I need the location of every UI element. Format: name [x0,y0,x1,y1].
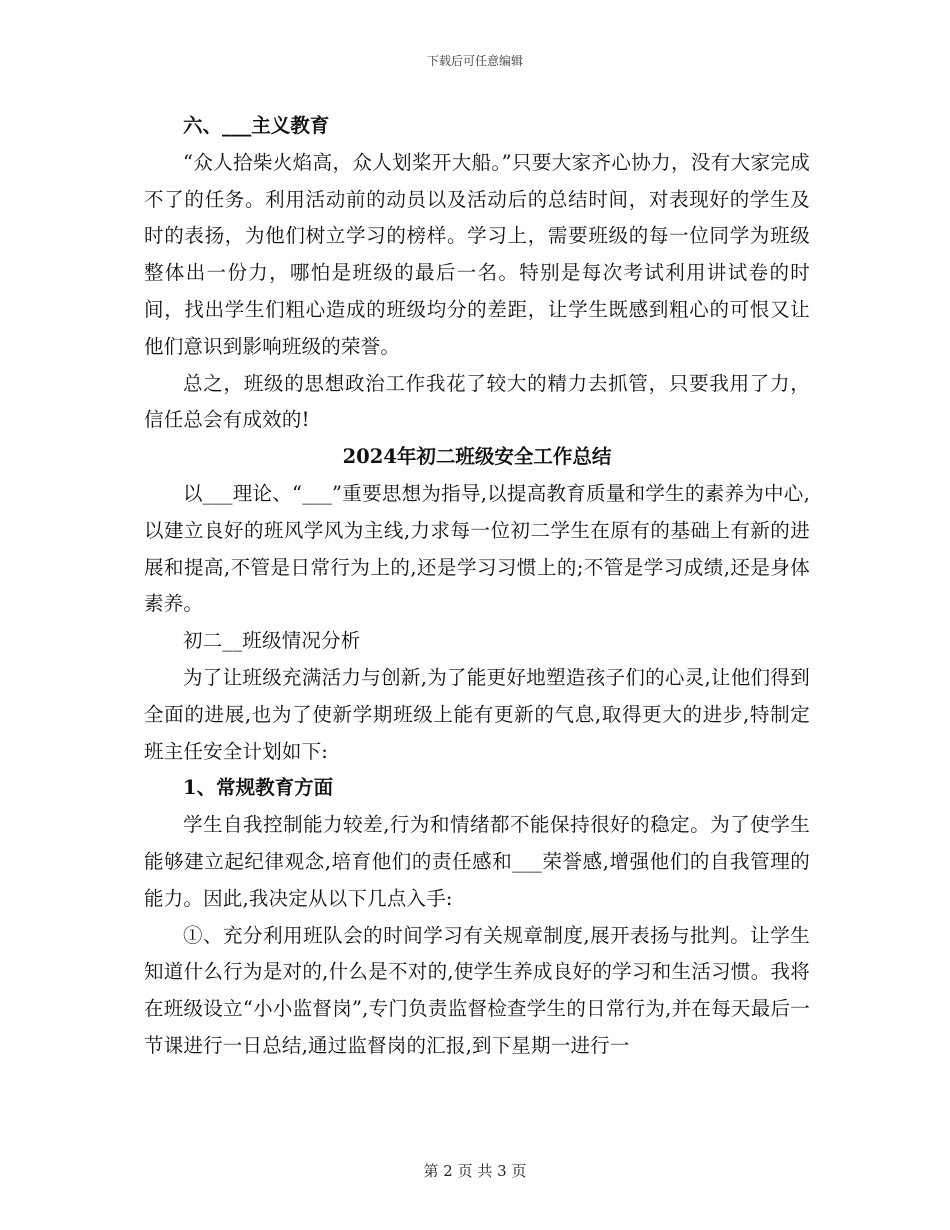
paragraph: 为了让班级充满活力与创新,为了能更好地塑造孩子们的心灵,让他们得到全面的进展,也为了使新学期班级上能有更新的气息,取得更大的进步,特制定班主任安全计划如下: [144,665,810,763]
document-title: 2024年初二班级安全工作总结 [342,445,612,469]
paragraph: 学生自我控制能力较差,行为和情绪都不能保持很好的稳定。为了使学生能够建立起纪律观念,培育他们的责任感和___荣誉感,增强他们的自我管理的能力。因此,我决定从以下几点入手: [144,813,810,910]
paragraph: “众人拾柴火焰高，众人划桨开大船。”只要大家齐心协力，没有大家完成不了的任务。利用活动前的动员以及活动后的总结时间，对表现好的学生及时的表扬，为他们树立学习的榜样。学习上，需要班级的每一位同学为班级整体出一份力，哪怕是班级的最后一名。特别是每次考试利用讲试卷的时间，找出学生们粗心造成的班级均分的差距，让学生既感到粗心的可恨又让他们意识到影响班级的荣誉。 [144,150,810,358]
subheading: 初二__班级情况分析 [183,629,361,653]
page-footer: 第 2 页 共 3 页 [423,1162,527,1180]
section-heading: 六、___主义教育 [183,114,330,137]
paragraph: ①、充分利用班队会的时间学习有关规章制度,展开表扬与批判。让学生知道什么行为是对的,什么是不对的,使学生养成良好的学习和生活习惯。我将在班级设立“小小监督岗”,专门负责监督检查学生的日常行为,并在每天最后一节课进行一日总结,通过监督岗的汇报,到下星期一进行一 [144,923,810,1057]
paragraph: 总之，班级的思想政治工作我花了较大的精力去抓管，只要我用了力，信任总会有成效的! [144,371,810,432]
document-body [144,108,810,1065]
page-header: 下载后可任意编辑 [426,54,523,68]
section-heading: 1、常规教育方面 [183,776,334,800]
paragraph: 以___理论、“___”重要思想为指导,以提高教育质量和学生的素养为中心,以建立良好的班风学风为主线,力求每一位初二学生在原有的基础上有新的进展和提高,不管是日常行为上的,还是学习习惯上的;不管是学习成绩,还是身体素养。 [144,481,810,616]
